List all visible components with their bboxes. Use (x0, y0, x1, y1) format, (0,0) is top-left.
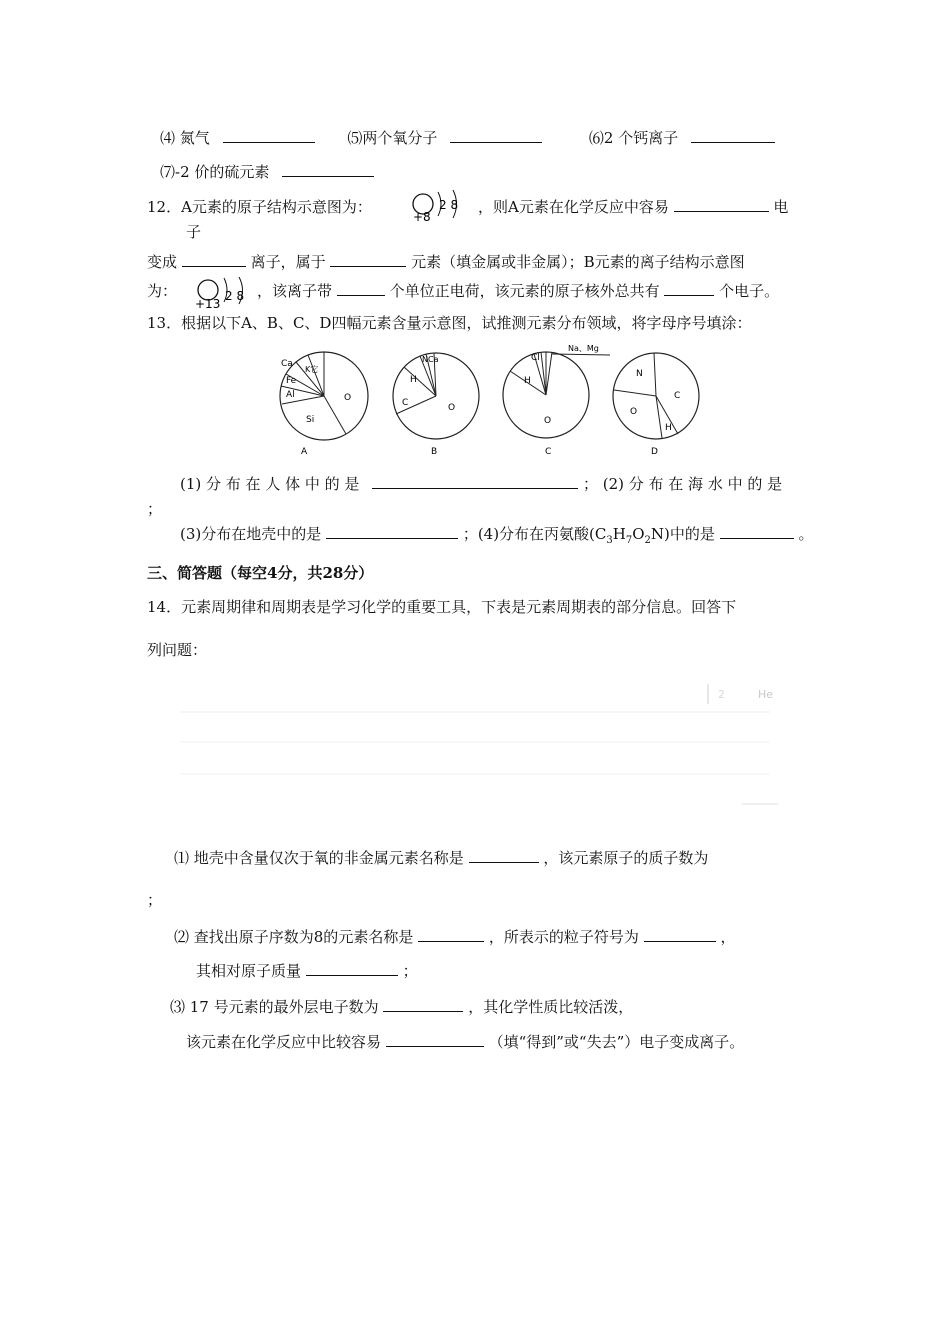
pie-a-label-si: Si (306, 415, 315, 425)
atom-a-shells: 2 8 (439, 198, 459, 212)
atom-b-shells: 2 8 (225, 289, 245, 303)
pie-a-caption: A (301, 447, 308, 457)
q14-sub3b: ，其化学性质比较活泼， (468, 998, 634, 1016)
q11-blank6[interactable] (691, 128, 775, 143)
pie-a-label-ca: Ca (281, 359, 293, 369)
q13-q4e: O (632, 525, 645, 543)
q12-blank1[interactable] (674, 197, 769, 212)
q12-blank5[interactable] (664, 281, 714, 296)
q13-q2: ； (2) 分 布 在 海 水 中 的 是 (582, 475, 783, 493)
periodic-table-he-symbol: He (758, 688, 774, 701)
q14-semi: ； (147, 891, 163, 909)
q12-part7: 元素（填金属或非金属）；B元素的离子结构示意图 (411, 253, 745, 271)
q14-sub2b: ，所表示的粒子符号为 (488, 928, 639, 946)
pie-c-label-namg: Na、Mg (568, 344, 599, 353)
q12-row3 (147, 281, 177, 301)
q13-q4g: N)中的是 (650, 525, 715, 543)
pie-d-label-h: H (665, 423, 672, 433)
pie-b-label-nca: NCa (422, 355, 439, 364)
q14-blank1[interactable] (469, 848, 539, 863)
q14-sub2c: ， (720, 928, 736, 946)
q12-part10: 个单位正电荷，该元素的原子核外总共有 (389, 282, 660, 300)
q13-semi: ； (147, 500, 163, 518)
q13-row2 (180, 524, 813, 551)
q14-sub3c: 该元素在化学反应中比较容易 (186, 1033, 382, 1051)
q13-q4a: ；(4)分布在丙氨酸(C (462, 525, 607, 543)
periodic-table-faint-lines (180, 682, 780, 807)
q13-row1 (180, 474, 782, 494)
q14-sub3 (170, 997, 633, 1017)
q13-q4c: H (612, 525, 626, 543)
q14-blank2[interactable] (418, 927, 484, 942)
q12-blank2[interactable] (182, 252, 246, 267)
q12-part9: ，该离子带 (257, 282, 333, 300)
q14-blank6[interactable] (386, 1032, 484, 1047)
pie-d-caption: D (651, 447, 658, 457)
q14-sub2a: ⑵ 查找出原子序数为8的元素名称是 (174, 928, 414, 946)
q14-sub1a: ⑴ 地壳中含量仅次于氧的非金属元素名称是 (174, 849, 464, 867)
q11-item4: ⑷ 氮气 (160, 129, 210, 147)
pie-c-label-h: H (524, 376, 531, 386)
q12-part2: ，则A元素在化学反应中容易 (478, 198, 669, 216)
pie-b-caption: B (431, 447, 438, 457)
atom-b-diagram (190, 274, 260, 310)
q11-item6: ⑹2 个钙离子 (588, 129, 679, 147)
periodic-table-image (180, 682, 780, 807)
q12-blank3[interactable] (330, 252, 406, 267)
q12-part6: 离子，属于 (250, 253, 326, 271)
pie-d-label-n: N (636, 369, 643, 379)
q14-sub2d: 其相对原子质量 (196, 962, 302, 980)
q13-blank3[interactable] (326, 524, 458, 539)
q12-row3b (257, 281, 779, 301)
atom-a-nucleus: +8 (413, 210, 431, 224)
q14-blank4[interactable] (306, 961, 398, 976)
q11-item7: ⑺-2 价的硫元素 (160, 163, 270, 181)
q14-intro1: 14．元素周期律和周期表是学习化学的重要工具，下表是元素周期表的部分信息。回答下 (147, 598, 737, 616)
q14-blank5[interactable] (383, 997, 463, 1012)
q14-blank3[interactable] (644, 927, 716, 942)
q14-sub1b: ，该元素原子的质子数为 (543, 849, 709, 867)
pie-a-label-al: Al (286, 390, 295, 400)
q12-row1b (478, 197, 788, 217)
q13-blank4[interactable] (720, 524, 794, 539)
q14-sub2e: ； (402, 962, 418, 980)
atom-b-nucleus: +13 (195, 297, 221, 310)
q13-prompt: 13．根据以下A、B、C、D四幅元素含量示意图，试推测元素分布领域，将字母序号填涂： (147, 314, 752, 332)
pie-b-label-c: C (402, 398, 409, 408)
pie-b-label-h: H (410, 375, 417, 385)
q14-sub2-row2 (196, 961, 418, 981)
pie-a-label-k: K它 (305, 365, 319, 374)
pie-chart-b (390, 350, 485, 460)
pie-c-label-cl: Cl (531, 353, 540, 363)
q14-intro2: 列问题： (147, 641, 208, 659)
q12-row2 (147, 252, 745, 272)
q12-row1 (147, 197, 372, 217)
q12-part8: 为： (147, 282, 178, 300)
q13-q4b: 3 (606, 535, 613, 546)
q12-blank4[interactable] (337, 281, 385, 296)
q14-sub3d: （填“得到”或“失去”）电子变成离子。 (488, 1033, 745, 1051)
q14-sub1 (174, 848, 708, 868)
pie-d-label-c: C (674, 391, 681, 401)
periodic-table-he-number: 2 (718, 688, 725, 701)
q12-part5: 变成 (147, 253, 178, 271)
pie-c-caption: C (545, 447, 552, 457)
q12-part3: 电 (773, 198, 789, 216)
pie-d-label-o: O (630, 407, 638, 417)
pie-chart-c (500, 343, 620, 460)
q12-row1c (186, 222, 201, 242)
q13-end: 。 (798, 525, 814, 543)
q11-blank4[interactable] (223, 128, 315, 143)
q13-q1: (1) 分 布 在 人 体 中 的 是 (180, 475, 360, 493)
q13-q4f: 2 (644, 535, 651, 546)
pie-b-label-o: O (448, 403, 456, 413)
q11-blank5[interactable] (450, 128, 542, 143)
pie-a-label-o: O (344, 393, 352, 403)
q13-blank1[interactable] (372, 474, 578, 489)
pie-c-label-o: O (544, 416, 552, 426)
q14-sub3-row2 (186, 1032, 744, 1052)
q12-part11: 个电子。 (719, 282, 780, 300)
pie-chart-a (278, 350, 373, 460)
atom-a-diagram (405, 188, 475, 224)
q12-part1: 12．A元素的原子结构示意图为： (147, 198, 372, 216)
q11-blank7[interactable] (282, 162, 374, 177)
q13-q4d: 7 (625, 535, 633, 546)
pie-chart-d (610, 350, 705, 460)
pie-a-label-fe: Fe (286, 376, 297, 386)
q11-row1 (160, 128, 775, 148)
section3-title: 三、简答题（每空4分，共28分） (147, 564, 374, 582)
q14-sub2 (174, 927, 735, 947)
q13-q3: (3)分布在地壳中的是 (180, 525, 322, 543)
q11-row2 (160, 162, 374, 182)
q14-sub3a: ⑶ 17 号元素的最外层电子数为 (170, 998, 379, 1016)
q11-item5: ⑸两个氧分子 (347, 129, 438, 147)
q12-part4: 子 (186, 223, 202, 241)
